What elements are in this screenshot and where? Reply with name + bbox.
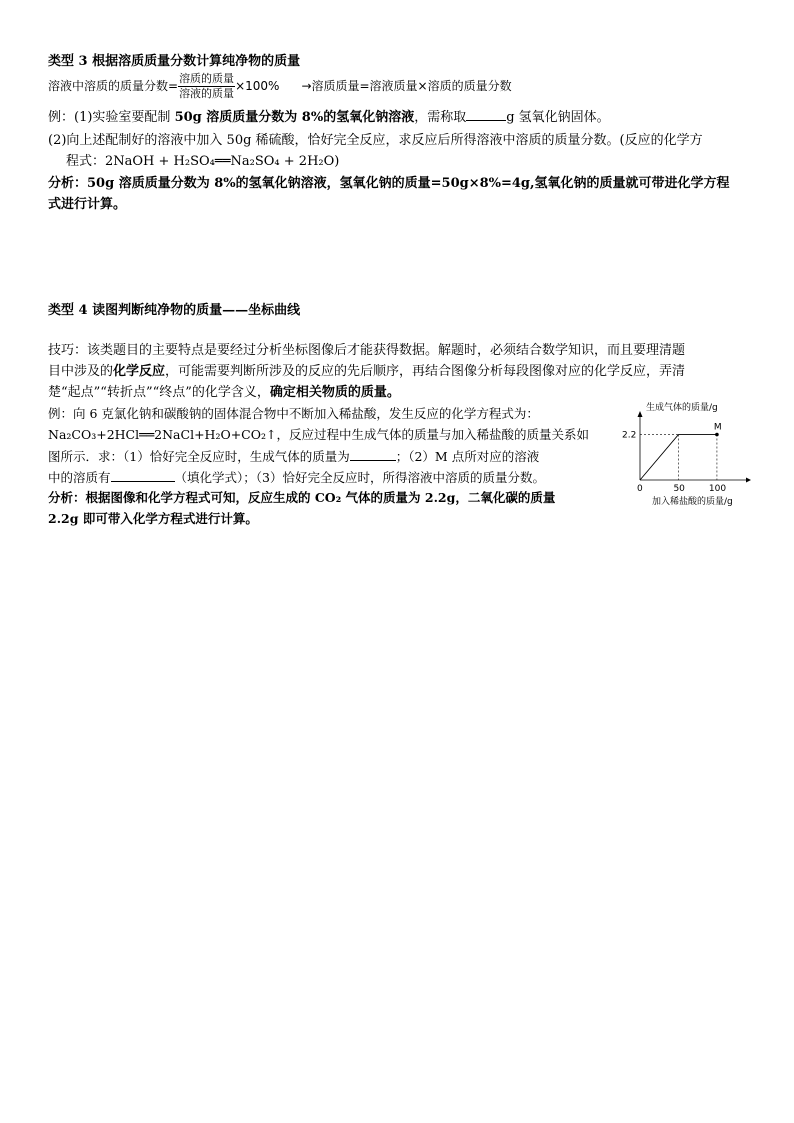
example-line4-b: （填化学式）；（3）恰好完全反应时，所得溶液中溶质的质量分数。 [174, 470, 545, 485]
example2-line2: 程式：2NaOH + H₂SO₄══Na₂SO₄ + 2H₂O) [66, 154, 340, 169]
example-line4-a: 中的溶质有 [48, 470, 111, 485]
answer-blank-solutes[interactable] [111, 467, 175, 482]
tip-line3 [48, 383, 400, 403]
chart-y-label: 生成气体的质量/g [646, 403, 718, 413]
example-line3-a: 图所示．求：（1）恰好完全反应时，生成气体的质量为 [48, 449, 350, 464]
answer-blank-1[interactable] [466, 106, 506, 121]
section4-analysis-line1: 分析：根据图像和化学方程式可知，反应生成的 CO₂ 气体的质量为 2.2g，二氧化碳的质量 [48, 490, 556, 505]
formula-times100: ×100% [235, 79, 280, 93]
section4-analysis-line2: 2.2g 即可带入化学方程式进行计算。 [48, 511, 258, 526]
answer-blank-gas-mass[interactable] [350, 446, 396, 461]
gas-mass-chart [620, 398, 755, 510]
chart-x-axis-arrow [746, 478, 751, 483]
example1-text-a: 例：(1)实验室要配制 [48, 110, 175, 125]
example1-text-bold: 50g 溶质质量分数为 8%的氢氧化钠溶液 [174, 110, 415, 125]
tip-line2 [48, 362, 685, 382]
example1-text-d: g 氢氧化钠固体。 [506, 110, 610, 125]
fraction-numerator: 溶质的质量 [179, 72, 235, 85]
example2-line1: (2)向上述配制好的溶液中加入 50g 稀硫酸，恰好完全反应，求反应后所得溶液中溶质的质量分数。(反应的化学方 [48, 133, 703, 148]
example1-line [48, 106, 610, 128]
chart-y-axis-arrow [638, 411, 643, 417]
tip-line2-a: 目中涉及的 [48, 364, 114, 379]
tip-line3-a: 楚“起点”“转折点”“终点”的化学含义， [48, 385, 270, 400]
section4-heading: 类型 4 读图判断纯净物的质量——坐标曲线 [48, 303, 301, 318]
tip-line3-bold: 确定相关物质的质量。 [269, 385, 400, 400]
chart-point-label: M [713, 422, 722, 433]
chart-series-line [640, 435, 717, 480]
example1-text-c: ，需称取 [414, 110, 467, 125]
example-line3 [48, 446, 539, 467]
example-line2: Na₂CO₃+2HCl══2NaCl+H₂O+CO₂↑，反应过程中生成气体的质量与加入稀盐酸的质量关系如 [48, 427, 589, 442]
mass-fraction-formula [48, 72, 512, 101]
chart-y-tick-label: 2.2 [622, 430, 637, 441]
fraction-denominator: 溶液的质量 [179, 87, 235, 100]
formula-fraction [178, 72, 235, 101]
section3-analysis-line1: 分析：50g 溶质质量分数为 8%的氢氧化钠溶液，氢氧化钠的质量=50g×8%=4g,氢氧化钠的质量就可带进化学方程 [48, 176, 730, 191]
example-line3-b: ；（2）M 点所对应的溶液 [395, 449, 540, 464]
formula-left: 溶液中溶质的质量分数= [48, 79, 179, 93]
example-line4 [48, 467, 545, 488]
section3-heading: 类型 3 根据溶质质量分数计算纯净物的质量 [48, 54, 301, 69]
chart-origin-label: 0 [637, 484, 643, 494]
chart-point-m [715, 433, 719, 437]
tip-line2-bold: 化学反应 [113, 364, 166, 379]
tip-line2-c: ，可能需要判断所涉及的反应的先后顺序，再结合图像分析每段图像对应的化学反应，弄清 [165, 364, 686, 379]
tip-line1: 技巧：该类题目的主要特点是要经过分析坐标图像后才能获得数据。解题时，必须结合数学知识，而且要理清题 [48, 343, 686, 358]
formula-right: →溶质质量=溶液质量×溶质的质量分数 [301, 79, 512, 93]
example-line1: 例：向 6 克氯化钠和碳酸钠的固体混合物中不断加入稀盐酸，发生反应的化学方程式为： [48, 406, 539, 421]
chart-x-tick-label: 100 [708, 484, 727, 494]
chart-x-label: 加入稀盐酸的质量/g [652, 497, 733, 507]
section3-analysis-line2: 式进行计算。 [48, 197, 127, 212]
chart-x-tick-label: 50 [673, 484, 685, 494]
